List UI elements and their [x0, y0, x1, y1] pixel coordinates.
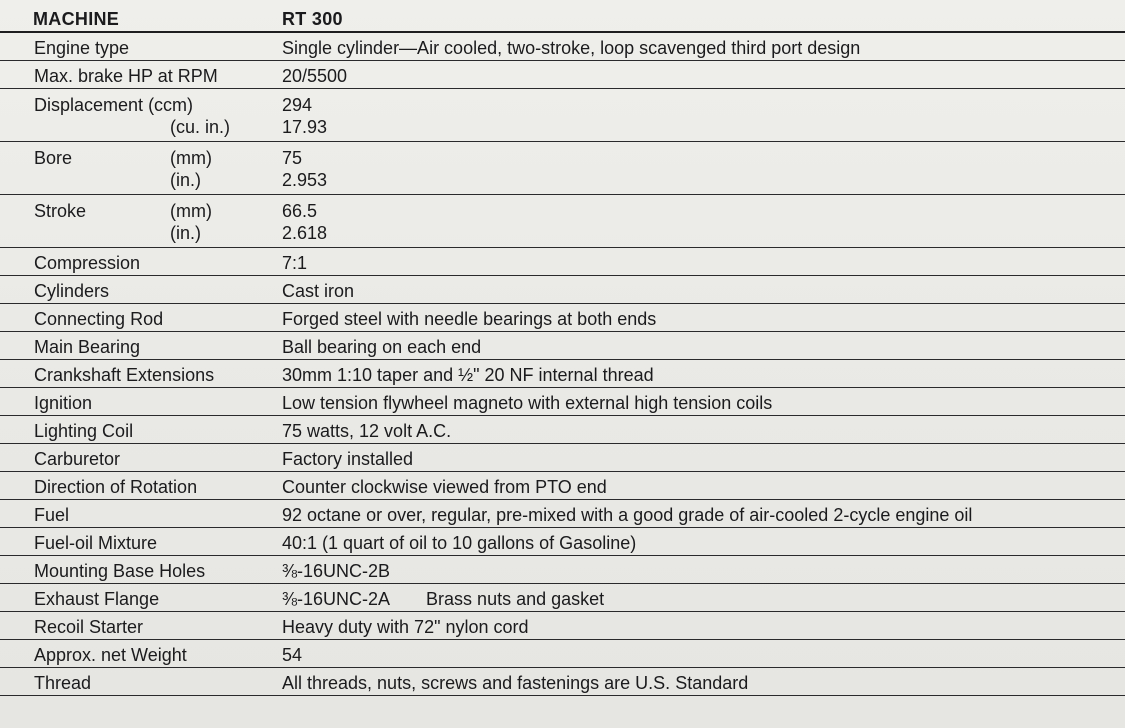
table-row — [0, 88, 1125, 141]
row-value: 7:1 — [280, 247, 1125, 275]
row-value: ⅜-16UNC-2A — [282, 588, 391, 609]
row-value: Heavy duty with 72" nylon cord — [280, 611, 1125, 639]
row-value: Factory installed — [280, 443, 1125, 471]
table-row — [0, 499, 1125, 527]
row-label: Fuel — [0, 499, 280, 527]
row-value: 92 octane or over, regular, pre-mixed with a good grade of air-cooled 2-cycle engine oil — [280, 499, 1125, 527]
table-row — [0, 611, 1125, 639]
table-row — [0, 639, 1125, 667]
row-unit: (mm) — [170, 147, 212, 168]
table-row — [0, 415, 1125, 443]
row-value: 30mm 1:10 taper and ½" 20 NF internal thread — [280, 359, 1125, 387]
row-unit: (in.) — [170, 169, 201, 190]
row-label: Direction of Rotation — [0, 471, 280, 499]
row-value: Counter clockwise viewed from PTO end — [280, 471, 1125, 499]
row-label: Cylinders — [0, 275, 280, 303]
table-row — [0, 60, 1125, 88]
row-label: Max. brake HP at RPM — [0, 60, 280, 88]
row-value: 20/5500 — [280, 60, 1125, 88]
row-unit: (cu. in.) — [170, 116, 231, 137]
table-row — [0, 194, 1125, 247]
table-row — [0, 275, 1125, 303]
row-value: Single cylinder—Air cooled, two-stroke, loop scavenged third port design — [280, 32, 1125, 60]
row-value: 2.618 — [282, 222, 328, 243]
row-unit: (ccm) — [148, 94, 194, 115]
row-value: Forged steel with needle bearings at both ends — [280, 303, 1125, 331]
table-row — [0, 471, 1125, 499]
row-unit: (in.) — [170, 222, 201, 243]
row-value-extra: Brass nuts and gasket — [426, 588, 605, 609]
row-label: Lighting Coil — [0, 415, 280, 443]
row-label: Exhaust Flange — [0, 583, 280, 611]
row-label: Fuel-oil Mixture — [0, 527, 280, 555]
table-header-row — [0, 4, 1125, 32]
table-row — [0, 387, 1125, 415]
header-label: MACHINE — [0, 4, 280, 32]
table-row — [0, 141, 1125, 194]
row-value: 75 — [282, 147, 303, 168]
table-row — [0, 527, 1125, 555]
row-value: Cast iron — [280, 275, 1125, 303]
row-label: Main Bearing — [0, 331, 280, 359]
specifications-table — [0, 4, 1125, 696]
row-label: Mounting Base Holes — [0, 555, 280, 583]
row-value: 17.93 — [282, 116, 328, 137]
row-label: Bore — [34, 147, 73, 168]
row-value: 2.953 — [282, 169, 328, 190]
row-label: Engine type — [0, 32, 280, 60]
table-row — [0, 583, 1125, 611]
row-label: Thread — [0, 667, 280, 695]
row-value: Low tension flywheel magneto with external high tension coils — [280, 387, 1125, 415]
table-row — [0, 32, 1125, 60]
row-label: Displacement — [34, 94, 144, 115]
row-label: Stroke — [34, 200, 87, 221]
row-value: ⅜-16UNC-2B — [280, 555, 1125, 583]
table-row — [0, 247, 1125, 275]
row-label: Recoil Starter — [0, 611, 280, 639]
table-row — [0, 331, 1125, 359]
row-value: 294 — [282, 94, 313, 115]
row-value: 54 — [280, 639, 1125, 667]
header-value: RT 300 — [280, 4, 1125, 32]
row-label: Carburetor — [0, 443, 280, 471]
row-value: 75 watts, 12 volt A.C. — [280, 415, 1125, 443]
table-row — [0, 303, 1125, 331]
row-label: Ignition — [0, 387, 280, 415]
table-row — [0, 359, 1125, 387]
row-label: Compression — [0, 247, 280, 275]
row-value: 66.5 — [282, 200, 318, 221]
row-unit: (mm) — [170, 200, 212, 221]
table-row — [0, 443, 1125, 471]
row-label: Connecting Rod — [0, 303, 280, 331]
table-row — [0, 667, 1125, 695]
row-value: Ball bearing on each end — [280, 331, 1125, 359]
row-value: 40:1 (1 quart of oil to 10 gallons of Gasoline) — [280, 527, 1125, 555]
row-label: Approx. net Weight — [0, 639, 280, 667]
row-value: All threads, nuts, screws and fastenings are U.S. Standard — [280, 667, 1125, 695]
table-row — [0, 555, 1125, 583]
row-label: Crankshaft Extensions — [0, 359, 280, 387]
